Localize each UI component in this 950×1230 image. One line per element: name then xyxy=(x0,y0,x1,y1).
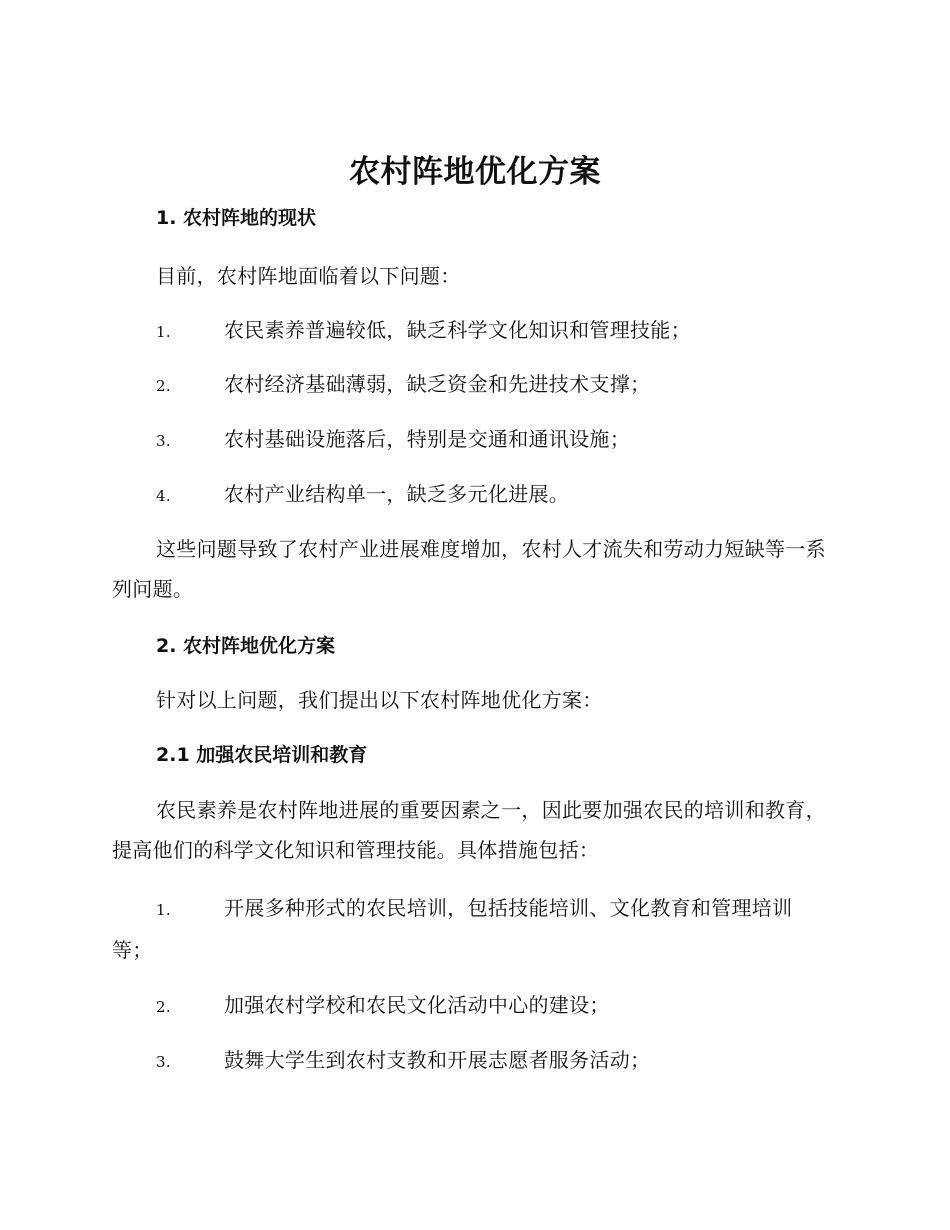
list-number: 1. xyxy=(156,901,171,919)
section-1-conclusion: 这些问题导致了农村产业进展难度增加，农村人才流失和劳动力短缺等一系列问题。 xyxy=(112,537,826,601)
subsection-2-1-heading: 2.1 加强农民培训和教育 xyxy=(156,744,368,766)
list-text: 加强农村学校和农民文化活动中心的建设； xyxy=(224,993,610,1017)
list-text: 农村经济基础薄弱，缺乏资金和先进技术支撑； xyxy=(224,372,651,396)
list-number: 2. xyxy=(156,377,171,395)
list-item xyxy=(112,1040,832,1082)
section-2-heading: 2. 农村阵地优化方案 xyxy=(156,635,336,657)
subsection-2-1-body: 农民素养是农村阵地进展的重要因素之一，因此要加强农民的培训和教育，提高他们的科学文化知识和管理技能。具体措施包括： xyxy=(112,798,826,862)
list-number: 2. xyxy=(156,998,171,1016)
list-item xyxy=(112,888,832,970)
list-number: 3. xyxy=(156,432,171,450)
document-title: 农村阵地优化方案 xyxy=(349,154,601,190)
list-item xyxy=(112,364,832,406)
list-text: 农村产业结构单一，缺乏多元化进展。 xyxy=(224,482,570,506)
section-2-intro: 针对以上问题，我们提出以下农村阵地优化方案： xyxy=(156,688,603,712)
list-text: 鼓舞大学生到农村支教和开展志愿者服务活动； xyxy=(224,1048,651,1072)
section-1-intro: 目前，农村阵地面临着以下问题： xyxy=(156,264,461,288)
list-text: 农民素养普遍较低，缺乏科学文化知识和管理技能； xyxy=(224,318,691,342)
list-item xyxy=(112,985,832,1027)
list-number: 3. xyxy=(156,1053,171,1071)
list-text: 开展多种形式的农民培训，包括技能培训、文化教育和管理培训等； xyxy=(112,896,793,962)
section-1-heading: 1. 农村阵地的现状 xyxy=(156,207,317,229)
list-text: 农村基础设施落后，特别是交通和通讯设施； xyxy=(224,427,630,451)
list-number: 4. xyxy=(156,487,171,505)
list-item xyxy=(112,474,832,516)
list-number: 1. xyxy=(156,323,171,341)
list-item xyxy=(112,419,832,461)
list-item xyxy=(112,310,832,352)
